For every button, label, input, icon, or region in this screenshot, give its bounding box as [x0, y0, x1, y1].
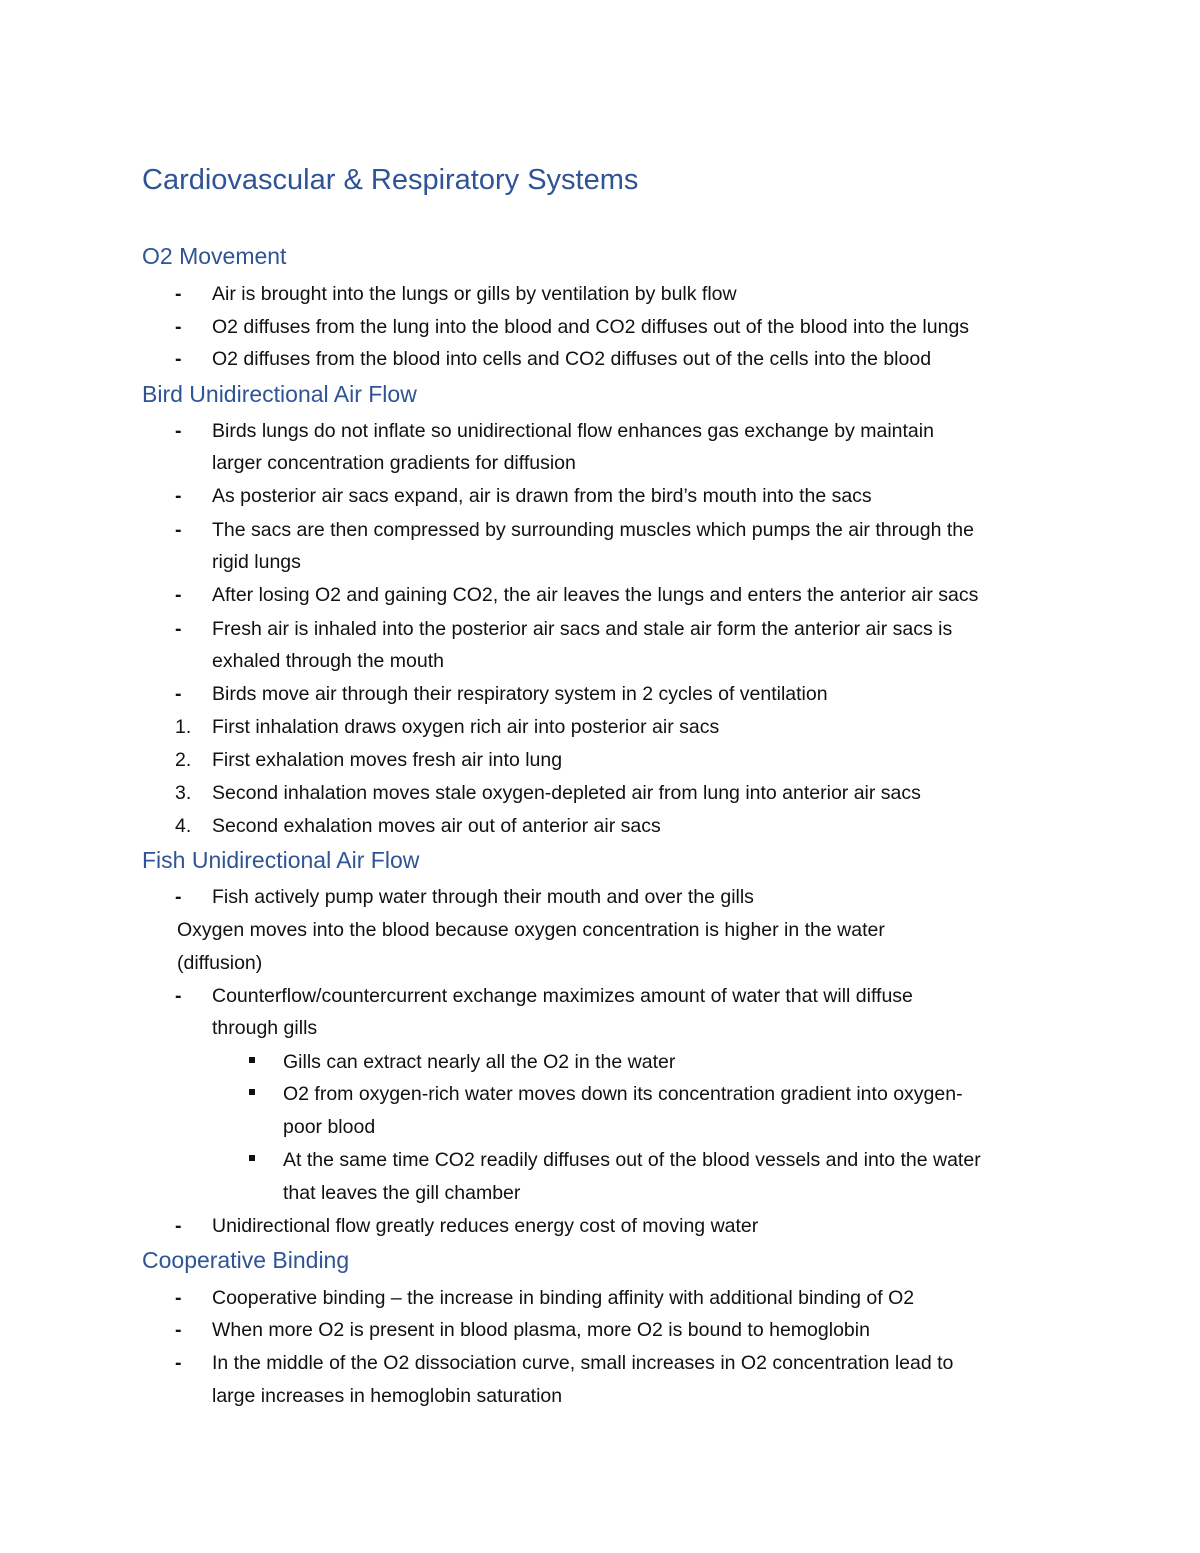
paragraph-continuation: (diffusion)	[177, 952, 263, 974]
list-item: Birds lungs do not inflate so unidirectional flow enhances gas exchange by maintain	[212, 420, 934, 442]
numbered-item: Second exhalation moves air out of anterior air sacs	[212, 815, 661, 837]
dash-bullet: -	[175, 618, 182, 640]
dash-bullet: -	[175, 519, 182, 541]
list-item: Fish actively pump water through their mouth and over the gills	[212, 886, 754, 908]
list-item: When more O2 is present in blood plasma, more O2 is bound to hemoglobin	[212, 1319, 870, 1341]
square-bullet-icon	[249, 1089, 255, 1095]
list-item: The sacs are then compressed by surrounding muscles which pumps the air through the	[212, 519, 974, 541]
list-number: 3.	[175, 782, 192, 804]
heading-bird-air-flow: Bird Unidirectional Air Flow	[142, 381, 417, 407]
list-item: Cooperative binding – the increase in binding affinity with additional binding of O2	[212, 1287, 915, 1309]
list-item: In the middle of the O2 dissociation curve, small increases in O2 concentration lead to	[212, 1352, 954, 1374]
list-item-continuation: through gills	[212, 1017, 318, 1039]
list-number: 1.	[175, 716, 192, 738]
sub-list-item: At the same time CO2 readily diffuses out of the blood vessels and into the water	[283, 1149, 981, 1171]
dash-bullet: -	[175, 348, 182, 370]
heading-cooperative-binding: Cooperative Binding	[142, 1247, 350, 1273]
list-item: Air is brought into the lungs or gills by ventilation by bulk flow	[212, 283, 737, 305]
list-item: O2 diffuses from the lung into the blood and CO2 diffuses out of the blood into the lungs	[212, 316, 970, 338]
dash-bullet: -	[175, 1352, 182, 1374]
dash-bullet: -	[175, 1215, 182, 1237]
dash-bullet: -	[175, 584, 182, 606]
list-item: After losing O2 and gaining CO2, the air leaves the lungs and enters the anterior air sacs	[212, 584, 979, 606]
sub-list-item-continuation: that leaves the gill chamber	[283, 1182, 521, 1204]
list-item-continuation: exhaled through the mouth	[212, 650, 445, 672]
list-item: O2 diffuses from the blood into cells and CO2 diffuses out of the cells into the blood	[212, 348, 932, 370]
list-item: Counterflow/countercurrent exchange maximizes amount of water that will diffuse	[212, 985, 913, 1007]
sub-list-item-continuation: poor blood	[283, 1116, 376, 1138]
dash-bullet: -	[175, 420, 182, 442]
heading-o2-movement: O2 Movement	[142, 243, 287, 269]
sub-list-item: Gills can extract nearly all the O2 in the water	[283, 1051, 676, 1073]
heading-fish-air-flow: Fish Unidirectional Air Flow	[142, 847, 420, 873]
list-number: 2.	[175, 749, 192, 771]
list-item: Unidirectional flow greatly reduces energy cost of moving water	[212, 1215, 759, 1237]
document-title: Cardiovascular & Respiratory Systems	[142, 164, 639, 196]
dash-bullet: -	[175, 683, 182, 705]
sub-list-item: O2 from oxygen-rich water moves down its concentration gradient into oxygen-	[283, 1083, 963, 1105]
list-item-continuation: large increases in hemoglobin saturation	[212, 1385, 563, 1407]
dash-bullet: -	[175, 316, 182, 338]
list-item: As posterior air sacs expand, air is drawn from the bird’s mouth into the sacs	[212, 485, 872, 507]
list-item-continuation: rigid lungs	[212, 551, 301, 573]
list-number: 4.	[175, 815, 192, 837]
dash-bullet: -	[175, 886, 182, 908]
dash-bullet: -	[175, 985, 182, 1007]
numbered-item: First inhalation draws oxygen rich air into posterior air sacs	[212, 716, 720, 738]
dash-bullet: -	[175, 1319, 182, 1341]
list-item: Birds move air through their respiratory system in 2 cycles of ventilation	[212, 683, 828, 705]
numbered-item: First exhalation moves fresh air into lung	[212, 749, 563, 771]
square-bullet-icon	[249, 1057, 255, 1063]
paragraph: Oxygen moves into the blood because oxygen concentration is higher in the water	[177, 919, 885, 941]
list-item: Fresh air is inhaled into the posterior air sacs and stale air form the anterior air sacs is	[212, 618, 953, 640]
dash-bullet: -	[175, 1287, 182, 1309]
square-bullet-icon	[249, 1155, 255, 1161]
dash-bullet: -	[175, 283, 182, 305]
numbered-item: Second inhalation moves stale oxygen-depleted air from lung into anterior air sacs	[212, 782, 921, 804]
list-item-continuation: larger concentration gradients for diffusion	[212, 452, 576, 474]
dash-bullet: -	[175, 485, 182, 507]
